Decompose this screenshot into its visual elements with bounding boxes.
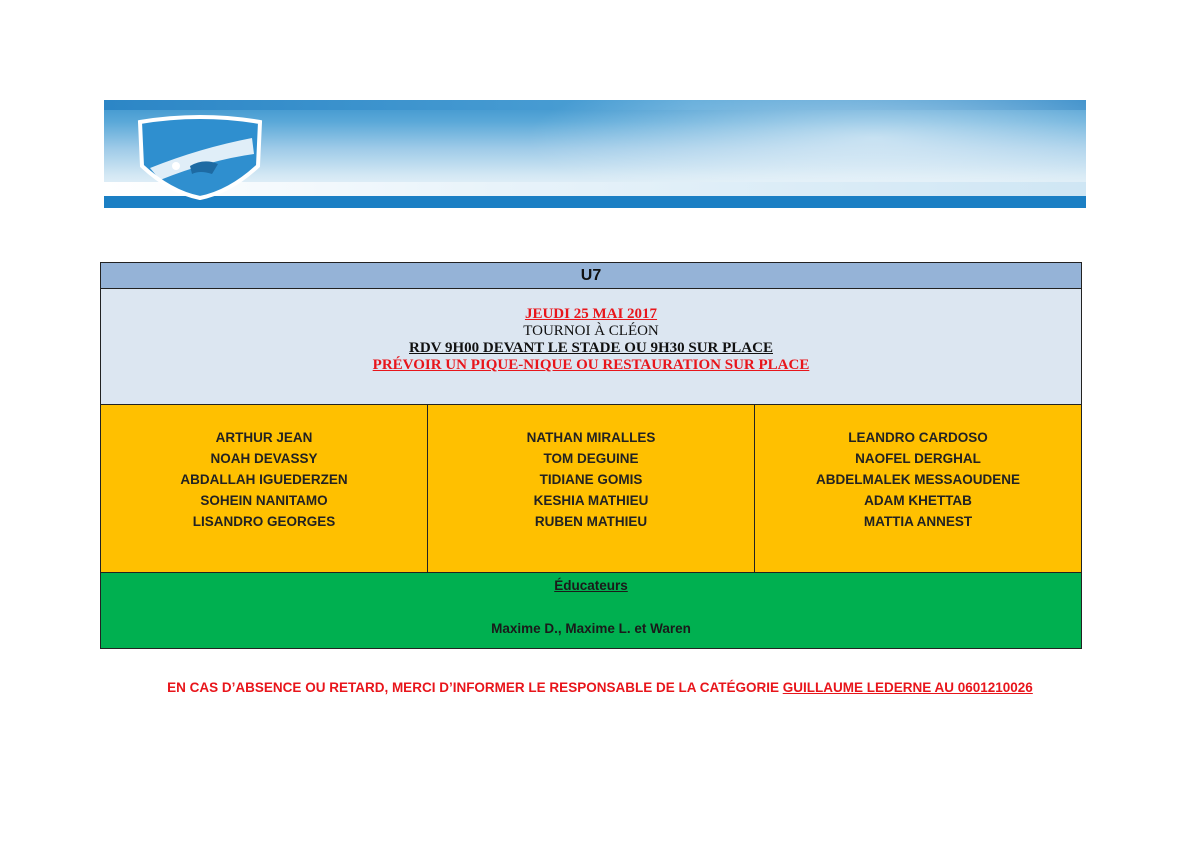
absence-notice (0, 680, 1200, 695)
team-table (100, 262, 1082, 649)
player-name: KESHIA MATHIEU (533, 493, 649, 508)
player-name: NATHAN MIRALLES (526, 430, 656, 445)
player-name: ARTHUR JEAN (215, 430, 313, 445)
event-date: JEUDI 25 MAI 2017 (524, 306, 658, 322)
players-column-2 (428, 405, 755, 572)
player-name: NOAH DEVASSY (210, 451, 318, 466)
header-banner (104, 100, 1086, 208)
player-name: LISANDRO GEORGES (192, 514, 336, 529)
event-name: TOURNOI À CLÉON (523, 323, 659, 339)
player-name: LEANDRO CARDOSO (848, 430, 988, 445)
player-name: RUBEN MATHIEU (534, 514, 648, 529)
players-column-3 (755, 405, 1081, 572)
player-name: MATTIA ANNEST (863, 514, 973, 529)
educators-row (101, 573, 1081, 648)
banner-sheen (524, 100, 1086, 190)
food-info: PRÉVOIR UN PIQUE-NIQUE OU RESTAURATION SUR PLACE (372, 357, 810, 373)
educators-title: Éducateurs (554, 578, 628, 593)
player-name: ABDELMALEK MESSAOUDENE (815, 472, 1020, 487)
notice-text: EN CAS D’ABSENCE OU RETARD, MERCI D’INFORMER LE RESPONSABLE DE LA CATÉGORIE (167, 680, 783, 695)
player-name: TIDIANE GOMIS (539, 472, 643, 487)
players-row (101, 405, 1081, 573)
meeting-info: RDV 9H00 DEVANT LE STADE OU 9H30 SUR PLACE (409, 340, 773, 356)
player-name: SOHEIN NANITAMO (200, 493, 328, 508)
player-name: ADAM KHETTAB (864, 493, 972, 508)
event-info (101, 289, 1081, 405)
player-name: NAOFEL DERGHAL (855, 451, 981, 466)
category-title: U7 (101, 263, 1081, 289)
notice-contact: GUILLAUME LEDERNE AU 0601210026 (782, 680, 1033, 695)
player-name: TOM DEGUINE (543, 451, 639, 466)
club-logo-icon (120, 108, 280, 200)
educators-names: Maxime D., Maxime L. et Waren (491, 621, 691, 636)
players-column-1 (101, 405, 428, 572)
player-name: ABDALLAH IGUEDERZEN (180, 472, 348, 487)
